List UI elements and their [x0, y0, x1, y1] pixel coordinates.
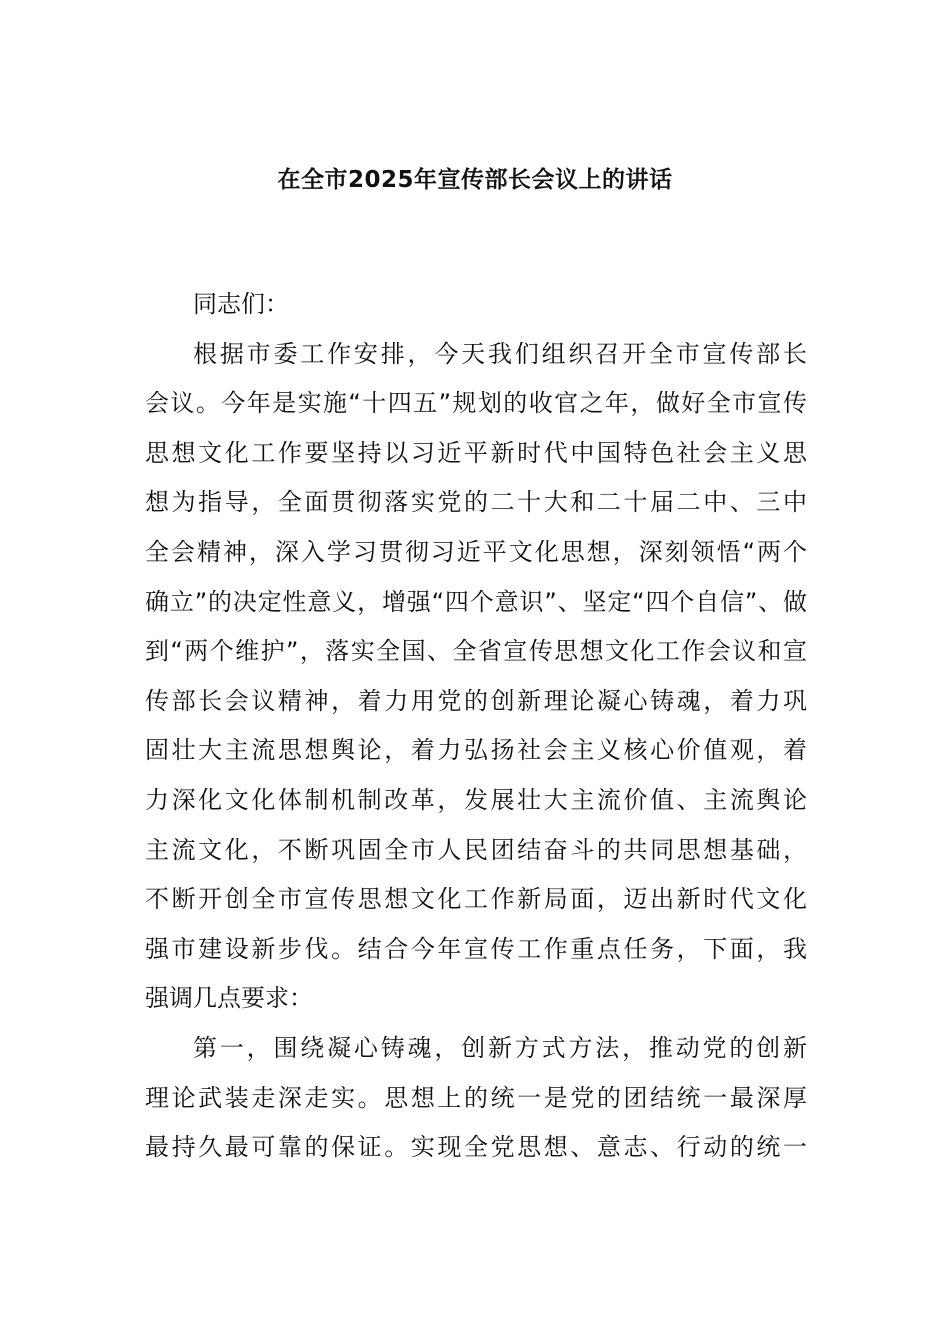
document-body	[145, 280, 807, 1173]
paragraph-line: 理论武装走深走实。思想上的统一是党的团结统一最深厚	[145, 1083, 807, 1112]
paragraph-line: 全会精神，深入学习贯彻习近平文化思想，深刻领悟“两个	[145, 537, 807, 566]
paragraph-line: 固壮大主流思想舆论，着力弘扬社会主义核心价值观，着	[145, 736, 807, 765]
paragraph-line: 想为指导，全面贯彻落实党的二十大和二十届二中、三中	[145, 488, 807, 517]
paragraph-line: 力深化文化体制机制改革，发展壮大主流价值、主流舆论	[145, 785, 807, 814]
document-title: 在全市2025年宣传部长会议上的讲话	[277, 167, 673, 193]
paragraph-line: 主流文化，不断巩固全市人民团结奋斗的共同思想基础，	[145, 835, 807, 864]
paragraph-line: 第一，围绕凝心铸魂，创新方式方法，推动党的创新	[193, 1033, 807, 1062]
paragraph-line: 到“两个维护”，落实全国、全省宣传思想文化工作会议和宣	[145, 637, 807, 666]
paragraph-line: 确立”的决定性意义，增强“四个意识”、坚定“四个自信”、做	[145, 587, 807, 616]
paragraph-line: 强市建设新步伐。结合今年宣传工作重点任务，下面，我	[145, 934, 807, 963]
paragraph-first-point	[145, 1024, 807, 1173]
paragraph-line: 思想文化工作要坚持以习近平新时代中国特色社会主义思	[145, 438, 807, 467]
greeting-text: 同志们：	[193, 290, 289, 318]
paragraph-line: 传部长会议精神，着力用党的创新理论凝心铸魂，着力巩	[145, 686, 807, 715]
paragraph-line: 最持久最可靠的保证。实现全党思想、意志、行动的统一	[145, 1133, 807, 1162]
paragraph-intro	[145, 330, 807, 1024]
greeting	[145, 280, 807, 330]
paragraph-line: 根据市委工作安排，今天我们组织召开全市宣传部长	[193, 339, 807, 368]
paragraph-line: 不断开创全市宣传思想文化工作新局面，迈出新时代文化	[145, 885, 807, 914]
paragraph-line: 会议。今年是实施“十四五”规划的收官之年，做好全市宣传	[145, 389, 807, 418]
paragraph-line: 强调几点要求：	[145, 984, 313, 1013]
